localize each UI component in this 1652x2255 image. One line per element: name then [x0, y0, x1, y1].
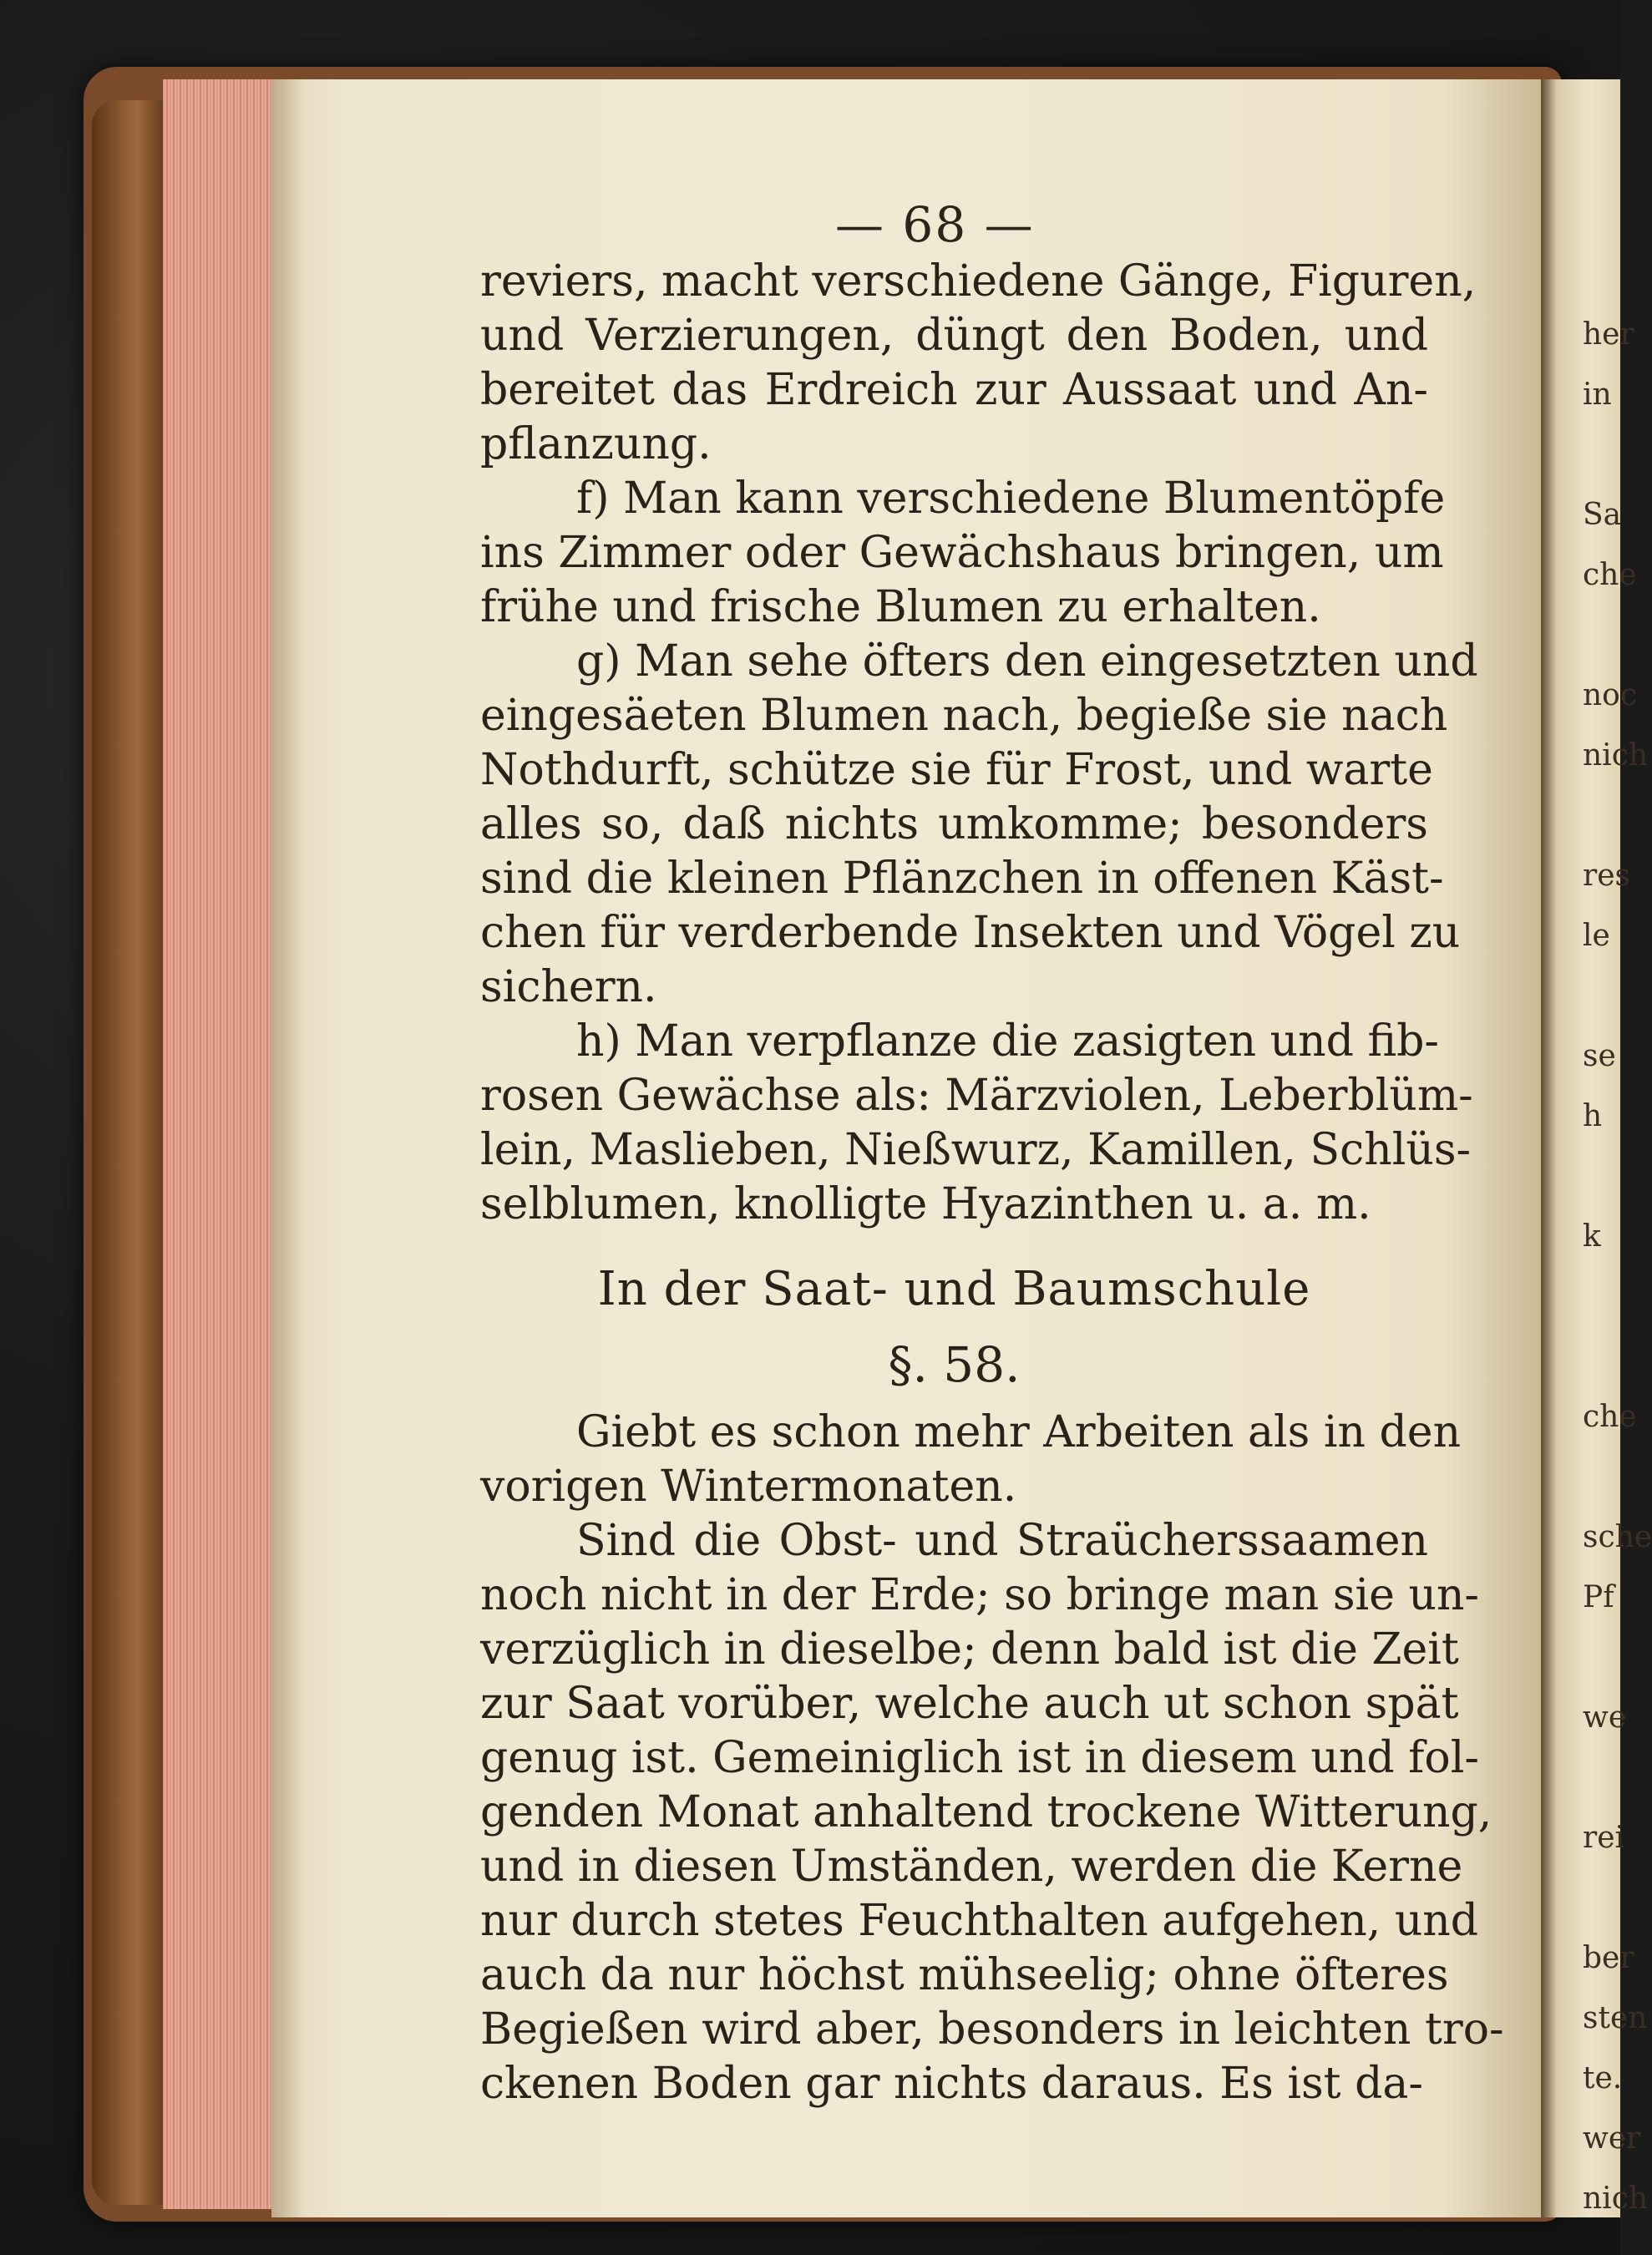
text-line: genug ist. Gemeiniglich ist in diesem und fol-	[480, 1733, 1479, 1783]
text-line: pflanzung.	[480, 419, 712, 469]
text-line: sind die kleinen Pflänzchen in offenen Käst-	[480, 854, 1444, 904]
text-line: zur Saat vorüber, welche auch ut schon spät	[480, 1679, 1459, 1729]
paragraph	[480, 1514, 1504, 2111]
facing-page-text: her in Sa che noc nich res le se h k che sche Pf we rei ber sten te. wer nich	[1583, 317, 1652, 2216]
text-line: nur durch stetes Feuchthalten aufgehen, und	[480, 1896, 1479, 1946]
page-text	[480, 255, 1504, 2111]
text-line: und Verzierungen, düngt den Boden, und	[480, 311, 1428, 361]
text-line: Sind die Obst- und Straücherssaamen	[576, 1516, 1428, 1566]
text-line: noch nicht in der Erde; so bringe man sie un-	[480, 1570, 1479, 1620]
text-line: sichern.	[480, 962, 657, 1012]
text-line: bereitet das Erdreich zur Aussaat und An-	[480, 365, 1428, 415]
text-line: und in diesen Umständen, werden die Kerne	[480, 1842, 1463, 1892]
text-line: ins Zimmer oder Gewächshaus bringen, um	[480, 528, 1444, 578]
paragraph	[480, 472, 1446, 635]
text-line: rosen Gewächse als: Märzviolen, Leberblüm-	[480, 1071, 1473, 1121]
text-line: g) Man sehe öfters den eingesetzten und	[576, 636, 1478, 687]
text-line: h) Man verpflanze die zasigten und fib-	[576, 1016, 1439, 1067]
text-line: ckenen Boden gar nichts daraus. Es ist da-	[480, 2059, 1423, 2109]
page-number: — 68 —	[835, 196, 1035, 253]
text-line: vorigen Wintermonaten.	[480, 1462, 1017, 1512]
paragraphs-top	[480, 255, 1478, 1232]
paragraph	[480, 255, 1477, 472]
paragraph	[480, 1015, 1473, 1232]
page-shadow	[271, 79, 305, 2217]
text-line: reviers, macht verschiedene Gänge, Figuren,	[480, 256, 1477, 307]
text-line: eingesäeten Blumen nach, begieße sie nach	[480, 691, 1448, 741]
text-line: frühe und frische Blumen zu erhalten.	[480, 582, 1321, 632]
section-heading: In der Saat- und Baumschule	[597, 1262, 1311, 1316]
page-edges	[163, 79, 276, 2209]
text-line: Begießen wird aber, besonders in leichten tro-	[480, 2004, 1504, 2055]
paragraph	[480, 635, 1478, 1015]
text-line: Nothdurft, schütze sie für Frost, und warte	[480, 745, 1433, 795]
text-line: Giebt es schon mehr Arbeiten als in den	[576, 1407, 1462, 1457]
text-line: verzüglich in dieselbe; denn bald ist die Zeit	[480, 1624, 1459, 1675]
facing-page	[1541, 79, 1652, 2217]
text-line: genden Monat anhaltend trockene Witterung,	[480, 1787, 1492, 1837]
text-line: auch da nur höchst mühseelig; ohne öfteres	[480, 1950, 1449, 2000]
text-line: alles so, daß nichts umkomme; besonders	[480, 799, 1428, 849]
paragraph	[480, 1406, 1462, 1514]
book-spine	[92, 100, 167, 2205]
text-line: f) Man kann verschiedene Blumentöpfe	[576, 474, 1446, 524]
text-line: selblumen, knolligte Hyazinthen u. a. m.	[480, 1179, 1371, 1229]
text-line: lein, Maslieben, Nießwurz, Kamillen, Schlüs-	[480, 1125, 1472, 1175]
paragraphs-bottom	[480, 1406, 1504, 2111]
text-line: chen für verderbende Insekten und Vögel zu	[480, 908, 1461, 958]
section-number: §. 58.	[888, 1336, 1021, 1393]
